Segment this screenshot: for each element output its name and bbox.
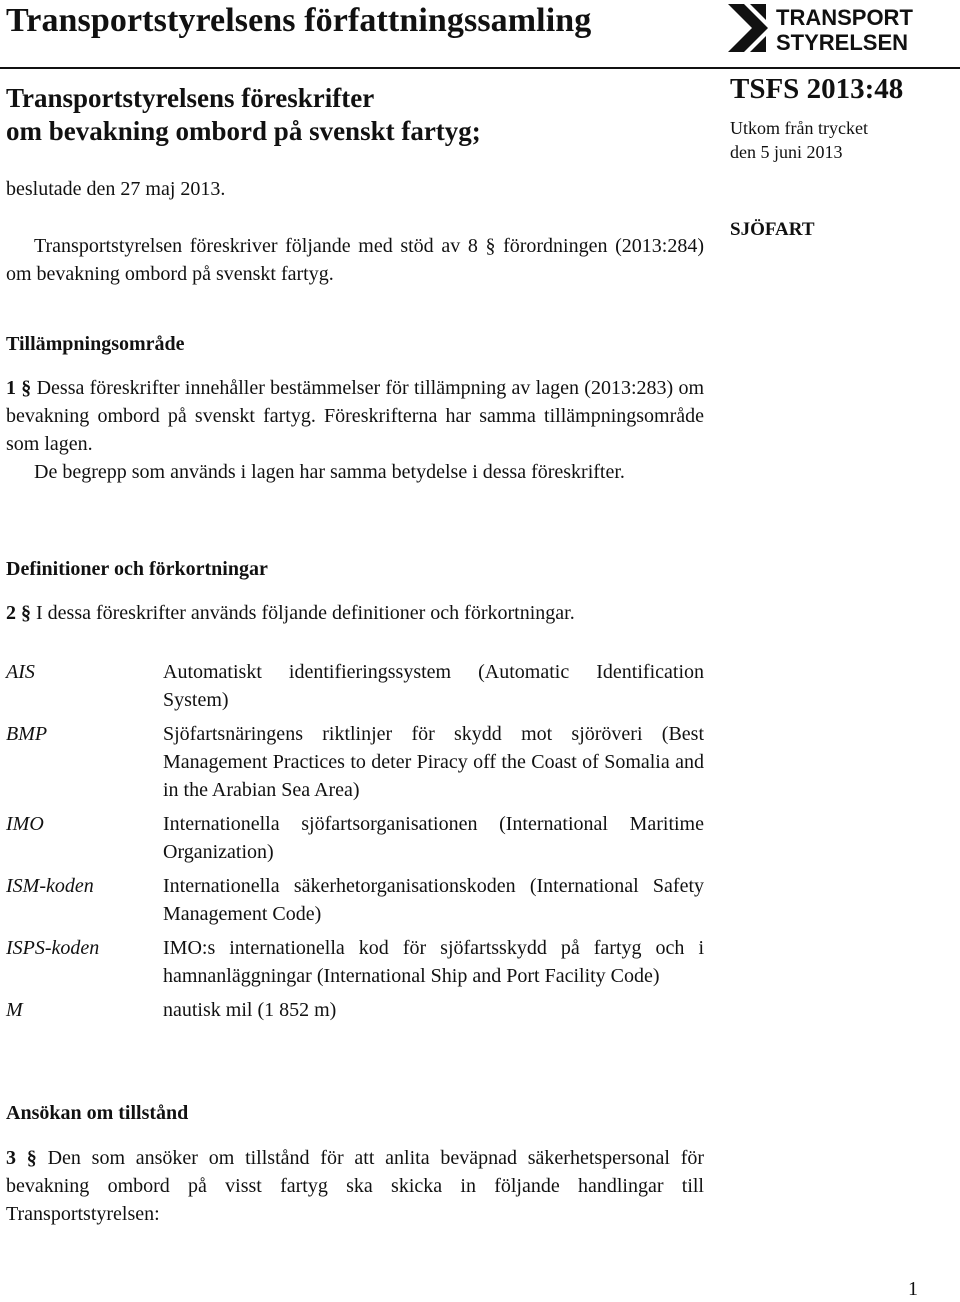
section-2-paragraph [6, 599, 704, 627]
definition-row [6, 810, 704, 866]
definition-text: nautisk mil (1 852 m) [163, 999, 337, 1021]
section-1-paragraph [6, 374, 704, 458]
section-3-paragraph [6, 1144, 704, 1228]
definition-term: IMO [6, 813, 44, 835]
tsfs-number: TSFS 2013:48 [730, 73, 904, 105]
issue-date-line2: den 5 juni 2013 [730, 142, 843, 162]
definition-row [6, 934, 704, 990]
definition-term: M [6, 999, 23, 1021]
section-1-number: 1 § [6, 377, 32, 399]
section-1-paragraph-2: De begrepp som används i lagen har samma betydelse i dessa föreskrifter. [34, 461, 625, 483]
section-3-text: Den som ansöker om tillstånd för att anlita beväpnad säkerhetspersonal för bevakning ombord på visst fartyg ska skicka in följande handlingar till Transportstyrelsen: [6, 1147, 705, 1225]
regulation-title-line1: Transportstyrelsens föreskrifter [6, 83, 375, 113]
issue-date [730, 116, 868, 164]
page-number: 1 [908, 1278, 918, 1300]
header-divider [0, 67, 960, 69]
definition-row [6, 872, 704, 928]
definition-row [6, 720, 704, 804]
definition-text: Internationella säkerhetorganisationskoden (International Safety Management Code) [163, 875, 704, 925]
definition-text: Sjöfartsnäringens riktlinjer för skydd mot sjöröveri (Best Management Practices to deter Piracy off the Coast of Somalia and in the Arabian Sea Area) [163, 723, 704, 801]
series-title: Transportstyrelsens författningssamling [6, 2, 592, 39]
definition-text: Internationella sjöfartsorganisationen (International Maritime Organization) [163, 813, 704, 863]
issue-date-line1: Utkom från trycket [730, 118, 868, 138]
definition-text: Automatiskt identifieringssystem (Automatic Identification System) [163, 661, 704, 711]
regulation-title-line2: om bevakning ombord på svenskt fartyg; [6, 116, 481, 146]
section-2-number: 2 § [6, 602, 31, 624]
section-1-text: Dessa föreskrifter innehåller bestämmelser för tillämpning av lagen (2013:283) om bevakning ombord på svenskt fartyg. Föreskrifterna har samma tillämpningsområde som lagen. [6, 377, 705, 455]
section-heading-application: Ansökan om tillstånd [6, 1102, 189, 1124]
definition-row [6, 996, 704, 1024]
definition-text: IMO:s internationella kod för sjöfartsskydd på fartyg och i hamnanläggningar (International Ship and Port Facility Code) [163, 937, 704, 987]
section-2-text: I dessa föreskrifter används följande definitioner och förkortningar. [36, 602, 575, 624]
intro-paragraph: Transportstyrelsen föreskriver följande med stöd av 8 § förordningen (2013:284) om bevakning ombord på svenskt fartyg. [6, 235, 704, 285]
regulation-title [6, 82, 481, 148]
definition-row [6, 658, 704, 714]
section-heading-scope: Tillämpningsområde [6, 333, 185, 355]
category-label: SJÖFART [730, 219, 815, 240]
section-heading-definitions: Definitioner och förkortningar [6, 558, 268, 580]
transportstyrelsen-logo [728, 4, 938, 52]
section-3-number: 3 § [6, 1147, 37, 1169]
logo-text-line1: TRANSPORT [776, 5, 913, 30]
definition-term: BMP [6, 723, 48, 745]
definition-term: ISM-koden [6, 875, 94, 897]
definition-term: AIS [6, 661, 35, 683]
decided-date: beslutade den 27 maj 2013. [6, 178, 226, 200]
definition-term: ISPS-koden [6, 937, 100, 959]
definitions-list [6, 658, 704, 1030]
logo-text-line2: STYRELSEN [776, 30, 909, 52]
